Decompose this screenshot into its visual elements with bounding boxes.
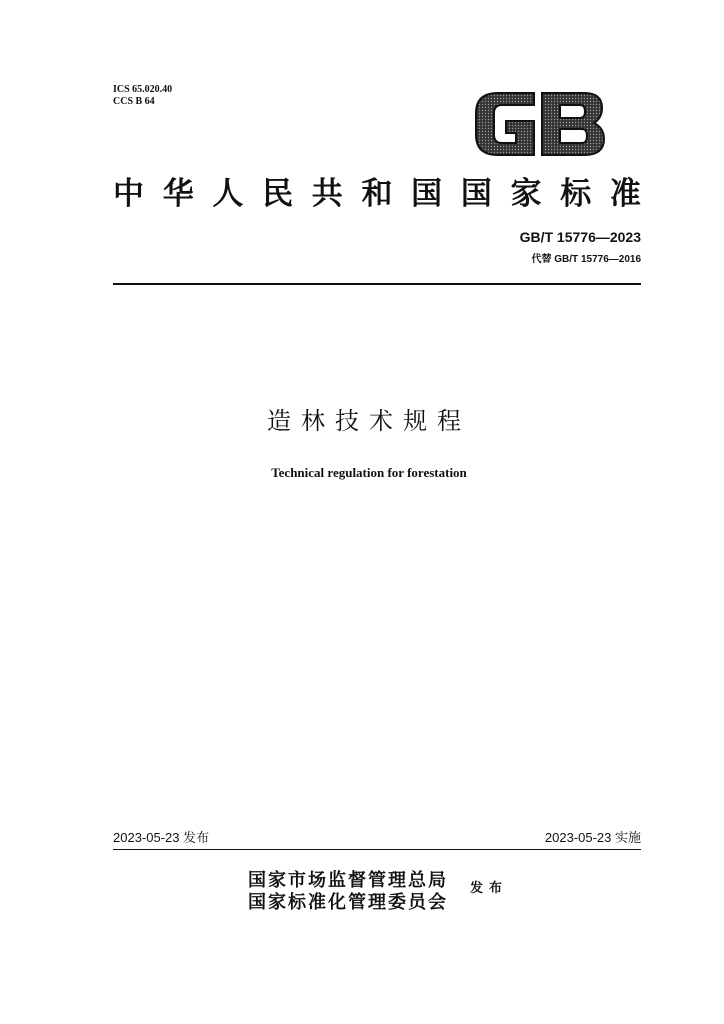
issuer-name: 国家市场监督管理总局 xyxy=(248,870,448,891)
replaces-standard xyxy=(532,253,642,267)
standard-category-title xyxy=(113,176,641,212)
title-char: 国 xyxy=(460,176,492,212)
title-char: 中 xyxy=(113,176,144,212)
ccs-code: CCS B 64 xyxy=(113,96,155,107)
title-char: 民 xyxy=(262,176,294,212)
document-title-english: Technical regulation for forestation xyxy=(271,465,467,480)
title-char: 共 xyxy=(311,176,343,212)
title-char: 国 xyxy=(411,176,443,212)
replaces-prefix: 代替 xyxy=(531,254,552,265)
header-divider xyxy=(113,283,641,285)
title-char: 准 xyxy=(609,176,641,212)
title-char: 华 xyxy=(162,176,194,212)
document-title-chinese: 造林技术规程 xyxy=(267,407,471,435)
title-char: 标 xyxy=(560,176,592,212)
footer-divider xyxy=(113,849,641,850)
publish-label: 发布 xyxy=(470,881,509,896)
gb-standard-logo-icon xyxy=(472,91,608,157)
title-char: 和 xyxy=(361,176,393,212)
replaces-number: GB/T 15776—2016 xyxy=(554,254,641,265)
issuing-authorities xyxy=(248,870,448,914)
title-char: 家 xyxy=(510,176,542,212)
ics-code: ICS 65.020.40 xyxy=(113,84,173,95)
standard-number: GB/T 15776—2023 xyxy=(519,229,641,245)
title-char: 人 xyxy=(212,176,244,212)
issuer-name: 国家标准化管理委员会 xyxy=(248,892,448,913)
classification-codes xyxy=(113,84,172,108)
issue-date: 2023-05-23 发布 xyxy=(113,830,210,845)
implementation-date: 2023-05-23 实施 xyxy=(544,830,641,845)
